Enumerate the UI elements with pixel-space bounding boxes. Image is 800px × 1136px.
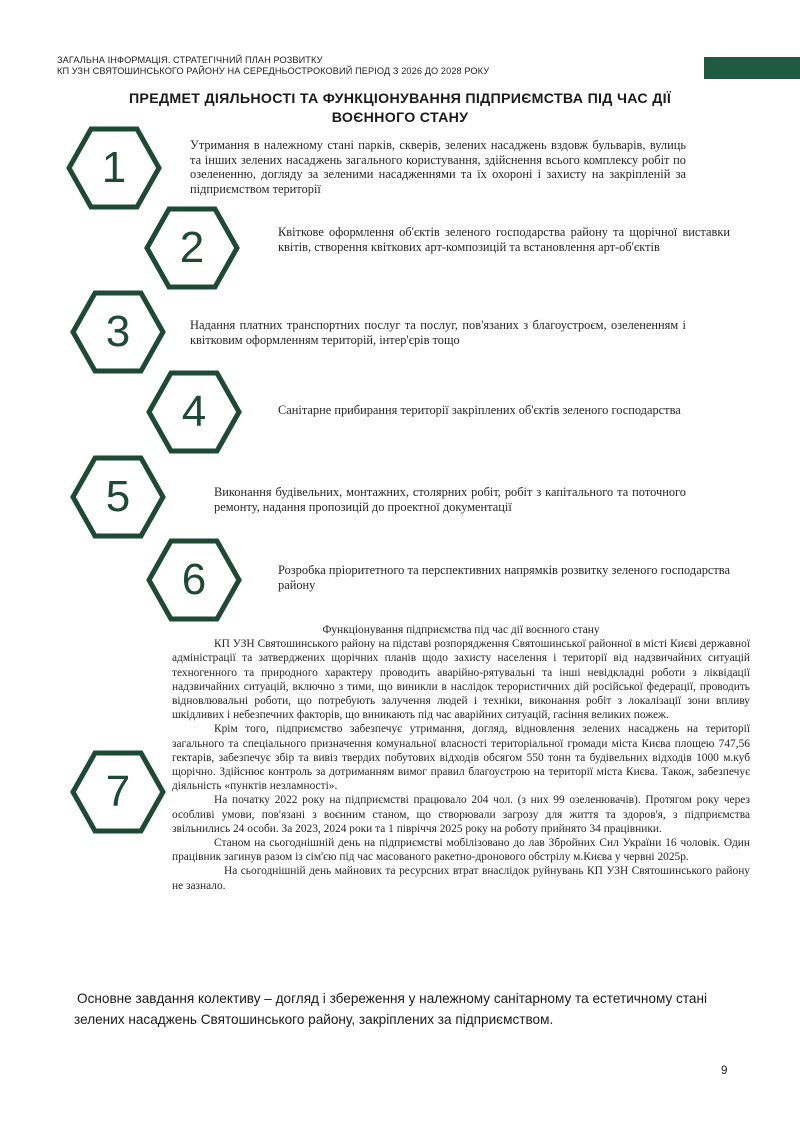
- functioning-paragraph-1: КП УЗН Святошинського району на підставі розпорядження Святошинської районної в місті Києві державної адміністрації та затверджених щорічних планів щодо захисту населення і території від надзвичайних ситуацій техногенного та природного характеру проводить аварійно-рятувальні та інші невідкладні роботи з ліквідації надзвичайних ситуацій, включно з тими, що виникли в наслідок терористичних дій російської федерації, проводить відновлювальні роботи, що потребують залучення людей і техніки, виконання робіт з локалізації зони впливу шкідливих і небезпечних факторів, що виникають під час аварійних ситуацій, гасіння великих пожеж.: [172, 638, 750, 722]
- page-title-line-1: ПРЕДМЕТ ДІЯЛЬНОСТІ ТА ФУНКЦІОНУВАННЯ ПІДПРИЄМСТВА ПІД ЧАС ДІЇ: [128, 91, 672, 107]
- item-number-2: 2: [179, 223, 205, 272]
- item-text-6: Розробка пріоритетного та перспективних напрямків розвитку зеленого господарства району: [278, 563, 730, 592]
- functioning-paragraph-5: На сьогоднішній день майнових та ресурсних втрат внаслідок руйнувань КП УЗН Святошинського району не зазнало.: [172, 865, 750, 892]
- item-text-2: Квіткове оформлення об'єктів зеленого господарства району та щорічної виставки квітів, створення квіткових арт-композицій та встановлення арт-об'єктів: [278, 225, 730, 254]
- hexagon-4-icon: [146, 370, 242, 454]
- header-line-2: КП УЗН СВЯТОШИНСЬКОГО РАЙОНУ НА СЕРЕДНЬОСТРОКОВИЙ ПЕРІОД З 2026 ДО 2028 РОКУ: [57, 66, 490, 76]
- page-number: 9: [721, 1065, 728, 1077]
- item-number-4: 4: [181, 387, 207, 436]
- item-text-4: Санітарне прибирання території закріплених об'єктів зеленого господарства: [278, 403, 681, 417]
- hexagon-2-icon: [144, 206, 240, 290]
- page-title: [70, 90, 730, 128]
- hexagon-7-icon: [70, 750, 166, 834]
- item-text-3: Надання платних транспортних послуг та послуг, пов'язаних з благоустроєм, озелененням і квітковим оформленням територій, інтер'єрів тощо: [190, 318, 686, 347]
- hexagon-3-icon: [70, 290, 166, 374]
- functioning-title: Функціонування підприємства під час дії воєнного стану: [322, 624, 600, 636]
- main-task-summary: Основне завдання колективу – догляд і збереження у належному санітарному та естетичному стані зелених насаджень Святошинського району, закріплених за підприємством.: [74, 991, 707, 1027]
- functioning-section: [172, 623, 750, 893]
- header-accent-bar: [704, 57, 800, 79]
- item-number-7: 7: [105, 767, 131, 816]
- functioning-paragraph-4: Станом на сьогоднішній день на підприємстві мобілізовано до лав Збройних Сил України 16 чоловік. Один працівник загинув разом із сім'єю під час масованого ракетно-дронового обстрілу м.Києва у червні 2025р.: [172, 837, 750, 864]
- hexagon-5-icon: [70, 455, 166, 539]
- header-line-1: ЗАГАЛЬНА ІНФОРМАЦІЯ. СТРАТЕГІЧНИЙ ПЛАН РОЗВИТКУ: [57, 55, 323, 65]
- item-text-1: Утримання в належному стані парків, скверів, зелених насаджень вздовж бульварів, вулиць та інших зелених насаджень загального користування, здійснення всього комплексу робіт по озелененню, догляду за зеленими насадженнями та їх охороні і захисту на закріпленій за підприємством території: [190, 138, 686, 196]
- page-title-line-2: ВОЄННОГО СТАНУ: [331, 110, 469, 126]
- item-text-5: Виконання будівельних, монтажних, столярних робіт, робіт з капітального та поточного ремонту, надання пропозицій до проектної документації: [214, 485, 686, 514]
- item-number-6: 6: [181, 555, 207, 604]
- hexagon-1-icon: [66, 126, 162, 210]
- item-number-5: 5: [105, 472, 131, 521]
- hexagon-6-icon: [146, 538, 242, 622]
- item-number-1: 1: [101, 143, 127, 192]
- functioning-paragraph-2: Крім того, підприємство забезпечує утримання, догляд, відновлення зелених насаджень на території загального та спеціального призначення комунальної власності територіальної громади міста Києва площею 747,56 гектарів, забезпечує збір та вивіз твердих побутових відходів обсягом 550 тонн та будівельних відходів 1000 м.куб щорічно. Здійснює контроль за дотриманням вимог правил благоустрою на території міста Києва. Також, забезпечує діяльність «пунктів незламності».: [172, 723, 750, 793]
- document-header: [57, 55, 697, 77]
- functioning-paragraph-3: На початку 2022 року на підприємстві працювало 204 чол. (з них 99 озеленювачів). Протягом року через особливі умови, пов'язані з воєнним станом, що створювали загрозу для життя та здоров'я, з підприємства звільнились 24 особи. За 2023, 2024 роки та 1 півріччя 2025 року на роботу прийнято 34 працівники.: [172, 794, 750, 835]
- item-number-3: 3: [105, 307, 131, 356]
